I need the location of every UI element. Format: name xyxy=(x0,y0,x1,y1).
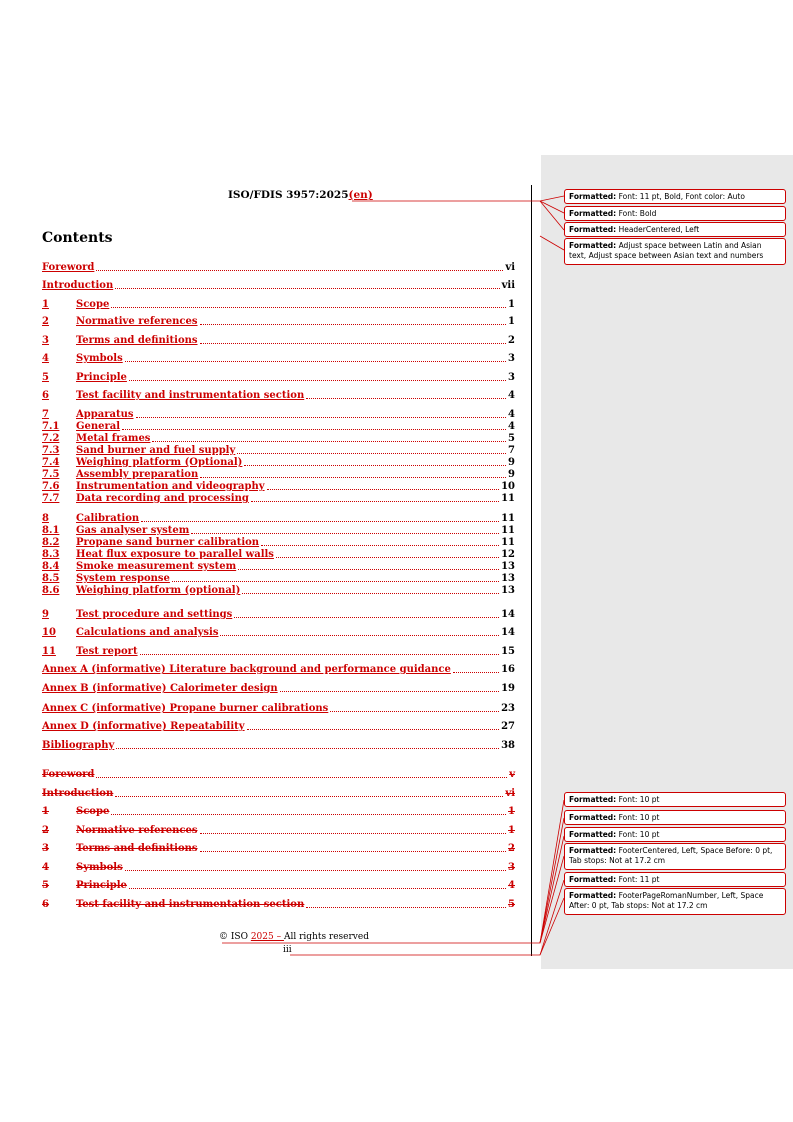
toc-entry-number: 8.5 xyxy=(42,573,60,584)
toc-entry-number: 7.6 xyxy=(42,481,60,492)
comment-label: Formatted: xyxy=(569,891,617,900)
connector-line xyxy=(540,201,564,230)
connector-line xyxy=(540,856,564,943)
toc-entry-page: vii xyxy=(501,280,515,291)
toc-entry-title: Heat flux exposure to parallel walls xyxy=(76,549,274,560)
toc-entry-title: Scope xyxy=(76,806,110,817)
toc-entry-number: 3 xyxy=(42,335,49,346)
toc-entry-page: 11 xyxy=(501,525,515,536)
comment-label: Formatted: xyxy=(569,795,617,804)
header-standard-id: ISO/FDIS 3957:2025 xyxy=(228,189,349,201)
contents-heading: Contents xyxy=(42,230,113,246)
toc-entry-title: Smoke measurement system xyxy=(76,561,237,572)
toc-entry-page: 2 xyxy=(508,335,515,346)
footer-rights: All rights reserved xyxy=(283,932,369,942)
toc-entry-title: Annex D (informative) Repeatability xyxy=(42,721,245,732)
comment-text: Font: 11 pt xyxy=(618,875,660,884)
toc-entry-number: 5 xyxy=(42,880,49,891)
toc-entry-title: Principle xyxy=(76,372,127,383)
toc-entry-page: 15 xyxy=(501,646,515,657)
toc-entry-page: 11 xyxy=(501,513,515,524)
toc-entry-number: 7.3 xyxy=(42,445,60,456)
toc-entry-title: Test facility and instrumentation section xyxy=(76,899,305,910)
toc-entry-title: Terms and definitions xyxy=(76,843,198,854)
toc-entry-title: Test facility and instrumentation section xyxy=(76,390,305,401)
comment-label: Formatted: xyxy=(569,846,617,855)
toc-entry-number: 6 xyxy=(42,899,49,910)
toc-entry-title: Normative references xyxy=(76,825,198,836)
toc-entry-title: Foreword xyxy=(42,262,95,273)
connector-line xyxy=(222,800,564,943)
toc-entry-page: 13 xyxy=(501,573,515,584)
toc-entry-page: 4 xyxy=(508,421,515,432)
toc-entry-page: 3 xyxy=(508,862,515,873)
toc-entry-page: 7 xyxy=(508,445,515,456)
comment-text: Font: Bold xyxy=(618,209,657,218)
toc-entry-number: 2 xyxy=(42,316,49,327)
comment-text: FooterCentered, Left, Space Before: 0 pt, Tab stops: Not at 17.2 cm xyxy=(569,846,773,865)
comment-label: Formatted: xyxy=(569,209,617,218)
toc-entry-title: Normative references xyxy=(76,316,198,327)
toc-entry-page: 27 xyxy=(501,721,515,732)
toc-entry-number: 10 xyxy=(42,627,56,638)
toc-entry-number: 7.7 xyxy=(42,493,60,504)
toc-entry-page: 38 xyxy=(501,740,515,751)
connector-line xyxy=(290,880,564,955)
toc-entry-title: Propane sand burner calibration xyxy=(76,537,260,548)
toc-entry-number: 1 xyxy=(42,806,49,817)
toc-entry-page: 4 xyxy=(508,409,515,420)
toc-entry-title: Weighing platform (Optional) xyxy=(76,457,243,468)
toc-entry-number: 7 xyxy=(42,409,49,420)
toc-entry-page: 5 xyxy=(508,899,515,910)
toc-entry-number: 9 xyxy=(42,609,49,620)
toc-entry-page: vi xyxy=(505,262,515,273)
toc-entry-title: Calculations and analysis xyxy=(76,627,219,638)
comment-text: Font: 11 pt, Bold, Font color: Auto xyxy=(618,192,745,201)
toc-entry-page: 9 xyxy=(508,457,515,468)
toc-entry-page: 23 xyxy=(501,703,515,714)
toc-entry-page: 14 xyxy=(501,609,515,620)
toc-entry-page: vi xyxy=(505,788,515,799)
toc-entry-page: 12 xyxy=(501,549,515,560)
toc-entry-title: Bibliography xyxy=(42,740,115,751)
toc-entry-page: 11 xyxy=(501,493,515,504)
toc-entry-number: 8.2 xyxy=(42,537,60,548)
toc-entry-page: 3 xyxy=(508,372,515,383)
connector-line xyxy=(540,201,564,213)
toc-entry-number: 5 xyxy=(42,372,49,383)
comment-text: HeaderCentered, Left xyxy=(618,225,700,234)
toc-entry-title: Gas analyser system xyxy=(76,525,190,536)
comment-label: Formatted: xyxy=(569,192,617,201)
toc-entry-page: 19 xyxy=(501,683,515,694)
toc-entry-number: 1 xyxy=(42,299,49,310)
toc-entry-page: 4 xyxy=(508,390,515,401)
toc-entry-number: 7.4 xyxy=(42,457,60,468)
connector-line xyxy=(352,196,564,201)
toc-entry-number: 4 xyxy=(42,353,49,364)
comment-text: Font: 10 pt xyxy=(618,813,660,822)
comment-label: Formatted: xyxy=(569,875,617,884)
footer-copyright: © ISO xyxy=(219,932,251,942)
toc-entry-number: 2 xyxy=(42,825,49,836)
toc-entry-number: 11 xyxy=(42,646,56,657)
toc-entry-page: 3 xyxy=(508,353,515,364)
toc-entry-title: Weighing platform (optional) xyxy=(76,585,241,596)
toc-entry-title: Metal frames xyxy=(76,433,151,444)
toc-entry-page: 13 xyxy=(501,561,515,572)
toc-entry-title: Principle xyxy=(76,880,127,891)
toc-entry-title: Assembly preparation xyxy=(76,469,199,480)
toc-entry-title: Sand burner and fuel supply xyxy=(76,445,236,456)
toc-entry-page: 1 xyxy=(508,299,515,310)
toc-entry-number: 8.4 xyxy=(42,561,60,572)
toc-entry-title: Instrumentation and videography xyxy=(76,481,265,492)
comment-text: Adjust space between Latin and Asian text, Adjust space between Asian text and numbers xyxy=(569,241,764,260)
toc-entry-page: 1 xyxy=(508,825,515,836)
toc-entry-title: Symbols xyxy=(76,862,123,873)
toc-entry-title: Annex C (informative) Propane burner calibrations xyxy=(42,703,329,714)
toc-entry-title: Introduction xyxy=(42,280,114,291)
comment-label: Formatted: xyxy=(569,830,617,839)
toc-entry-title: Foreword xyxy=(42,769,95,780)
toc-entry-title: Test procedure and settings xyxy=(76,609,233,620)
comment-text: Font: 10 pt xyxy=(618,795,660,804)
toc-entry-title: Scope xyxy=(76,299,110,310)
comment-text: FooterPageRomanNumber, Left, Space After: 0 pt, Tab stops: Not at 17.2 cm xyxy=(569,891,764,910)
toc-entry-number: 8.3 xyxy=(42,549,60,560)
toc-entry-title: Annex A (informative) Literature background and performance guidance xyxy=(42,664,451,675)
toc-entry-number: 7.2 xyxy=(42,433,60,444)
comment-label: Formatted: xyxy=(569,225,617,234)
toc-entry-title: General xyxy=(76,421,121,432)
connector-line xyxy=(540,818,564,943)
toc-entry-page: 5 xyxy=(508,433,515,444)
toc-entry-page: 1 xyxy=(508,316,515,327)
toc-entry-title: Calibration xyxy=(76,513,140,524)
toc-entry-number: 8 xyxy=(42,513,49,524)
toc-entry-title: Data recording and processing xyxy=(76,493,249,504)
footer-year: 2025 – xyxy=(250,932,284,942)
toc-entry-page: v xyxy=(509,769,515,780)
toc-entry-title: Terms and definitions xyxy=(76,335,198,346)
toc-entry-number: 3 xyxy=(42,843,49,854)
toc-entry-page: 14 xyxy=(501,627,515,638)
toc-entry-page: 13 xyxy=(501,585,515,596)
toc-entry-number: 8.1 xyxy=(42,525,60,536)
comment-text: Font: 10 pt xyxy=(618,830,660,839)
toc-entry-page: 16 xyxy=(501,664,515,675)
toc-entry-page: 10 xyxy=(501,481,515,492)
toc-entry-number: 7.5 xyxy=(42,469,60,480)
connector-line xyxy=(540,236,564,250)
comment-label: Formatted: xyxy=(569,813,617,822)
toc-entry-title: Symbols xyxy=(76,353,123,364)
header-language: (en) xyxy=(348,189,373,201)
toc-entry-page: 9 xyxy=(508,469,515,480)
toc-entry-title: Apparatus xyxy=(76,409,134,420)
toc-entry-number: 4 xyxy=(42,862,49,873)
toc-entry-page: 11 xyxy=(501,537,515,548)
toc-entry-number: 6 xyxy=(42,390,49,401)
comment-label: Formatted: xyxy=(569,241,617,250)
toc-entry-title: Introduction xyxy=(42,788,114,799)
page-number: iii xyxy=(283,945,292,955)
toc-entry-title: System response xyxy=(76,573,170,584)
toc-entry-title: Annex B (informative) Calorimeter design xyxy=(42,683,278,694)
toc-entry-page: 1 xyxy=(508,806,515,817)
toc-entry-page: 2 xyxy=(508,843,515,854)
toc-entry-title: Test report xyxy=(76,646,138,657)
toc-entry-number: 8.6 xyxy=(42,585,60,596)
toc-entry-number: 7.1 xyxy=(42,421,60,432)
toc-entry-page: 4 xyxy=(508,880,515,891)
